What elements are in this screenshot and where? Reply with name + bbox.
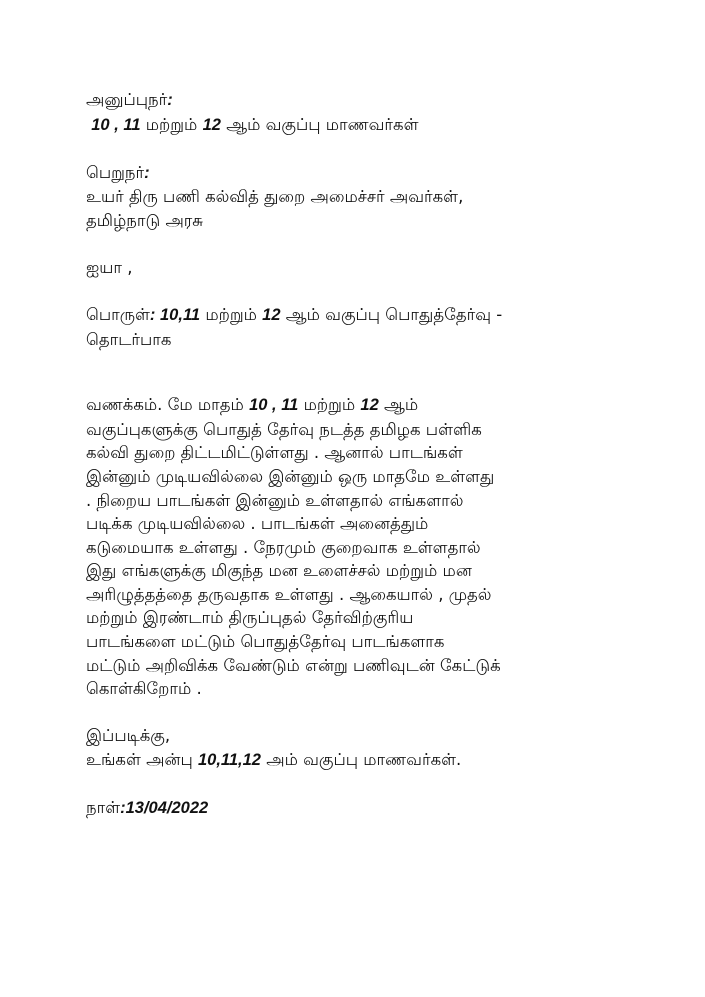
subject-line-1: பொருள்: 10,11 மற்றும் 12 ஆம் வகுப்பு பொதுத்தேர்வு -	[86, 305, 503, 325]
body-line-13: கொள்கிறோம் .	[86, 679, 202, 699]
body-line-10: மற்றும் இரண்டாம் திருப்புதல் தேர்விற்குரிய	[86, 608, 414, 628]
date-value: :13/04/2022	[120, 799, 209, 818]
body-line-5: . நிறைய பாடங்கள் இன்னும் உள்ளதால் எங்களால்	[86, 490, 464, 510]
sender-num-11: 11	[123, 115, 141, 134]
body-line-6: படிக்க முடியவில்லை . பாடங்கள் அனைத்தும்	[86, 514, 429, 534]
body-line-1: வணக்கம். மே மாதம் 10 , 11 மற்றும் 12 ஆம்	[86, 395, 419, 415]
sender-num-10: 10	[91, 115, 110, 134]
sender-colon: :	[167, 91, 173, 109]
body-line-2: வகுப்புகளுக்கு பொதுத் தேர்வு நடத்த தமிழக பள்ளிக	[86, 419, 482, 439]
sender-label-line	[86, 88, 646, 113]
body-line-9: அரிழுத்தத்தை தருவதாக உள்ளது . ஆகையால் , முதல்	[86, 584, 492, 604]
closing-line-1: இப்படிக்கு,	[86, 726, 171, 746]
body-line-4: இன்னும் முடியவில்லை இன்னும் ஒரு மாதமே உள்ளது	[86, 466, 495, 486]
sender-line: 10 , 11 மற்றும் 12 ஆம் வகுப்பு மாணவர்கள்	[91, 114, 419, 134]
body-line-8: இது எங்களுக்கு மிகுந்த மன உளைச்சல் மற்றும் மன	[86, 561, 472, 581]
body-line-12: மட்டும் அறிவிக்க வேண்டும் என்று பணிவுடன் கேட்டுக்	[86, 655, 501, 675]
recipient-label: பெறுநர்	[86, 162, 145, 182]
recipient-label-line: பெறுநர்:	[86, 162, 150, 182]
subject-line-2: தொடர்பாக	[86, 329, 172, 349]
letter-page	[86, 88, 646, 821]
closing-line-2: உங்கள் அன்பு 10,11,12 அம் வகுப்பு மாணவர்கள்.	[86, 750, 462, 770]
body-line-7: கடுமையாக உள்ளது . நேரமும் குறைவாக உள்ளதால்	[86, 537, 481, 557]
body-line-11: பாடங்களை மட்டும் பொதுத்தேர்வு பாடங்களாக	[86, 632, 445, 652]
sender-label: அனுப்புநர்	[86, 90, 168, 109]
body-line-3: கல்வி துறை திட்டமிட்டுள்ளது . ஆனால் பாடங்கள்	[86, 443, 463, 463]
date-label: நாள்	[86, 798, 121, 818]
sender-num-12: 12	[202, 115, 221, 134]
salutation: ஐயா ,	[86, 258, 133, 278]
recipient-line-1: உயர் திரு பணி கல்வித் துறை அமைச்சர் அவர்கள்,	[86, 187, 464, 207]
recipient-line-2: தமிழ்நாடு அரசு	[86, 210, 204, 230]
subject-label: பொருள்	[86, 305, 150, 325]
date-line	[86, 796, 646, 821]
